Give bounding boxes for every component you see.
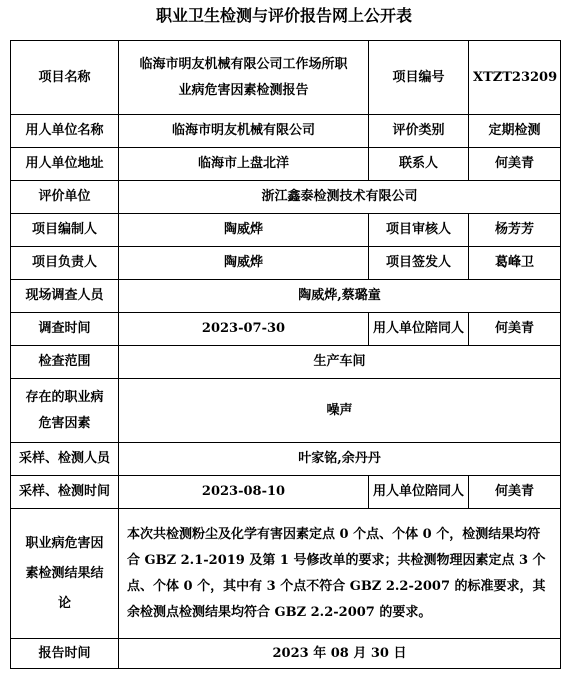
employer-name-value: 临海市明友机械有限公司: [119, 115, 369, 148]
survey-time-value: 2023-07-30: [119, 313, 369, 346]
row-compiler: [11, 214, 561, 247]
row-survey-time: [11, 313, 561, 346]
scope-label: 检查范围: [11, 346, 119, 379]
reviewer-value: 杨芳芳: [469, 214, 561, 247]
reviewer-label: 项目审核人: [369, 214, 469, 247]
issuer-label: 项目签发人: [369, 247, 469, 280]
row-survey-staff: [11, 280, 561, 313]
eval-type-value: 定期检测: [469, 115, 561, 148]
issuer-value: 葛峰卫: [469, 247, 561, 280]
sampling-staff-value: 叶家铭,余丹丹: [119, 443, 561, 476]
contact-value: 何美青: [469, 148, 561, 181]
leader-value: 陶威烨: [119, 247, 369, 280]
compiler-value: 陶威烨: [119, 214, 369, 247]
survey-escort-label: 用人单位陪同人: [369, 313, 469, 346]
hazards-label: 存在的职业病危害因素: [11, 379, 119, 443]
row-hazards: [11, 379, 561, 443]
row-conclusion: [11, 509, 561, 639]
survey-staff-value: 陶威烨,蔡璐童: [119, 280, 561, 313]
employer-name-label: 用人单位名称: [11, 115, 119, 148]
project-name-value: 临海市明友机械有限公司工作场所职业病危害因素检测报告: [119, 41, 369, 115]
employer-addr-value: 临海市上盘北洋: [119, 148, 369, 181]
eval-type-label: 评价类别: [369, 115, 469, 148]
disclosure-table: [10, 40, 561, 669]
sampling-escort-value: 何美青: [469, 476, 561, 509]
row-report-time: [11, 639, 561, 669]
sampling-escort-label: 用人单位陪同人: [369, 476, 469, 509]
row-eval-unit: [11, 181, 561, 214]
employer-addr-label: 用人单位地址: [11, 148, 119, 181]
scope-value: 生产车间: [119, 346, 561, 379]
survey-time-label: 调查时间: [11, 313, 119, 346]
row-leader: [11, 247, 561, 280]
report-time-label: 报告时间: [11, 639, 119, 669]
compiler-label: 项目编制人: [11, 214, 119, 247]
eval-unit-label: 评价单位: [11, 181, 119, 214]
row-scope: [11, 346, 561, 379]
row-employer-name: [11, 115, 561, 148]
project-no-value: XTZT23209: [469, 41, 561, 115]
sampling-time-label: 采样、检测时间: [11, 476, 119, 509]
survey-staff-label: 现场调查人员: [11, 280, 119, 313]
row-sampling-time: [11, 476, 561, 509]
page-title: 职业卫生检测与评价报告网上公开表: [155, 6, 412, 25]
hazards-value: 噪声: [119, 379, 561, 443]
leader-label: 项目负责人: [11, 247, 119, 280]
conclusion-value: 本次共检测粉尘及化学有害因素定点 0 个点、个体 0 个，检测结果均符合 GBZ 2.1-2019 及第 1 号修改单的要求；共检测物理因素定点 3 个点、个体 0 个，其中有 3 个点不符合 GBZ 2.2-2007 的标准要求，其余检测点检测结果均符合 GBZ 2.2-2007 的要求。: [119, 509, 561, 639]
report-time-value: 2023 年 08 月 30 日: [119, 639, 561, 669]
project-no-label: 项目编号: [369, 41, 469, 115]
sampling-time-value: 2023-08-10: [119, 476, 369, 509]
sampling-staff-label: 采样、检测人员: [11, 443, 119, 476]
row-employer-addr: [11, 148, 561, 181]
project-name-label: 项目名称: [11, 41, 119, 115]
conclusion-label: 职业病危害因素检测结果结论: [11, 509, 119, 639]
eval-unit-value: 浙江鑫泰检测技术有限公司: [119, 181, 561, 214]
row-sampling-staff: [11, 443, 561, 476]
row-project-name: [11, 41, 561, 115]
survey-escort-value: 何美青: [469, 313, 561, 346]
contact-label: 联系人: [369, 148, 469, 181]
